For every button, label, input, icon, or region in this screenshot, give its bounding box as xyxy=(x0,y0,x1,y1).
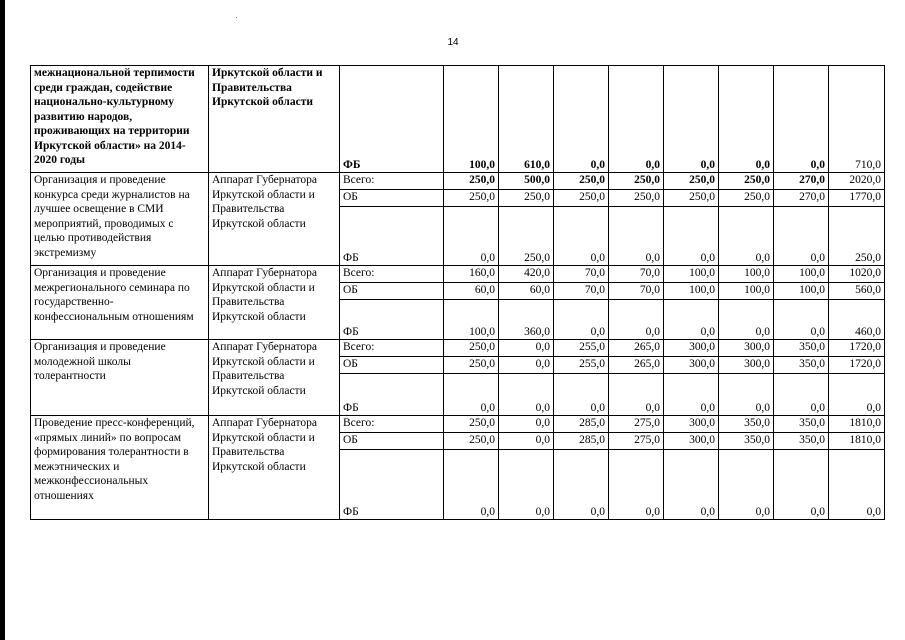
value-cell: 0,0 xyxy=(499,374,554,416)
value-cell: 250,0 xyxy=(499,190,554,207)
executor-cell: Аппарат Губернатора Иркутской области и Правительства Иркутской области xyxy=(209,340,340,416)
value-cell: 360,0 xyxy=(499,300,554,340)
value-cell: 300,0 xyxy=(664,433,719,450)
value-cell: 0,0 xyxy=(719,450,774,520)
value-cell: 0,0 xyxy=(554,66,609,173)
value-cell: 0,0 xyxy=(609,207,664,266)
value-cell: 0,0 xyxy=(774,66,829,173)
value-cell: 0,0 xyxy=(499,450,554,520)
value-cell: 250,0 xyxy=(444,340,499,357)
value-cell: 70,0 xyxy=(554,283,609,300)
value-cell: 0,0 xyxy=(444,374,499,416)
funding-level-cell: ОБ xyxy=(340,357,444,374)
total-value-cell: 1770,0 xyxy=(829,190,885,207)
table-row xyxy=(31,416,885,433)
budget-table xyxy=(30,65,885,520)
value-cell: 100,0 xyxy=(774,266,829,283)
executor-cell: Аппарат Губернатора Иркутской области и Правительства Иркутской области xyxy=(209,173,340,266)
measure-name-cell: Организация и проведение межрегионального семинара по государственно-конфессиональным отношениям xyxy=(31,266,209,340)
value-cell: 250,0 xyxy=(554,190,609,207)
value-cell: 0,0 xyxy=(444,207,499,266)
value-cell: 0,0 xyxy=(664,66,719,173)
value-cell: 350,0 xyxy=(774,340,829,357)
value-cell: 250,0 xyxy=(609,190,664,207)
scan-speck xyxy=(236,17,237,18)
value-cell: 250,0 xyxy=(499,207,554,266)
value-cell: 0,0 xyxy=(774,300,829,340)
value-cell: 0,0 xyxy=(499,357,554,374)
total-value-cell: 1720,0 xyxy=(829,340,885,357)
value-cell: 265,0 xyxy=(609,340,664,357)
value-cell: 300,0 xyxy=(719,357,774,374)
value-cell: 0,0 xyxy=(664,300,719,340)
value-cell: 0,0 xyxy=(719,300,774,340)
funding-level-cell: Всего: xyxy=(340,416,444,433)
funding-level-cell: Всего: xyxy=(340,340,444,357)
total-value-cell: 710,0 xyxy=(829,66,885,173)
value-cell: 275,0 xyxy=(609,433,664,450)
value-cell: 60,0 xyxy=(499,283,554,300)
value-cell: 350,0 xyxy=(719,416,774,433)
total-value-cell: 1810,0 xyxy=(829,433,885,450)
value-cell: 70,0 xyxy=(609,266,664,283)
value-cell: 0,0 xyxy=(719,207,774,266)
value-cell: 0,0 xyxy=(499,433,554,450)
value-cell: 275,0 xyxy=(609,416,664,433)
value-cell: 250,0 xyxy=(664,190,719,207)
value-cell: 300,0 xyxy=(664,357,719,374)
value-cell: 100,0 xyxy=(719,266,774,283)
value-cell: 100,0 xyxy=(664,266,719,283)
value-cell: 250,0 xyxy=(444,357,499,374)
measure-name-cell: Организация и проведение конкурса среди журналистов на лучшее освещение в СМИ мероприятий, проводимых с целью противодействия экстремизму xyxy=(31,173,209,266)
value-cell: 250,0 xyxy=(719,190,774,207)
total-value-cell: 560,0 xyxy=(829,283,885,300)
funding-level-cell: ФБ xyxy=(340,300,444,340)
scan-edge-bar xyxy=(0,0,5,640)
value-cell: 250,0 xyxy=(444,433,499,450)
value-cell: 0,0 xyxy=(554,450,609,520)
value-cell: 420,0 xyxy=(499,266,554,283)
total-value-cell: 1720,0 xyxy=(829,357,885,374)
value-cell: 0,0 xyxy=(719,374,774,416)
value-cell: 350,0 xyxy=(774,416,829,433)
value-cell: 255,0 xyxy=(554,340,609,357)
value-cell: 250,0 xyxy=(554,173,609,190)
value-cell: 250,0 xyxy=(664,173,719,190)
value-cell: 255,0 xyxy=(554,357,609,374)
total-value-cell: 1810,0 xyxy=(829,416,885,433)
value-cell: 0,0 xyxy=(499,340,554,357)
measure-name-cell: межнациональной терпимости среди граждан, содействие национально-культурному развитию народов, проживающих на территории Иркутской области» на 2014-2020 годы xyxy=(31,66,209,173)
total-value-cell: 2020,0 xyxy=(829,173,885,190)
value-cell: 250,0 xyxy=(444,173,499,190)
value-cell: 0,0 xyxy=(719,66,774,173)
funding-level-cell: ФБ xyxy=(340,66,444,173)
funding-level-cell: ОБ xyxy=(340,433,444,450)
value-cell: 0,0 xyxy=(774,450,829,520)
value-cell: 160,0 xyxy=(444,266,499,283)
value-cell: 610,0 xyxy=(499,66,554,173)
value-cell: 60,0 xyxy=(444,283,499,300)
funding-level-cell: ФБ xyxy=(340,450,444,520)
value-cell: 250,0 xyxy=(444,190,499,207)
value-cell: 350,0 xyxy=(719,433,774,450)
table-row xyxy=(31,340,885,357)
value-cell: 250,0 xyxy=(609,173,664,190)
value-cell: 100,0 xyxy=(664,283,719,300)
value-cell: 285,0 xyxy=(554,433,609,450)
value-cell: 300,0 xyxy=(719,340,774,357)
funding-level-cell: ОБ xyxy=(340,190,444,207)
measure-name-cell: Организация и проведение молодежной школы толерантности xyxy=(31,340,209,416)
value-cell: 0,0 xyxy=(554,207,609,266)
table-row xyxy=(31,266,885,283)
value-cell: 250,0 xyxy=(719,173,774,190)
value-cell: 350,0 xyxy=(774,433,829,450)
value-cell: 100,0 xyxy=(444,300,499,340)
value-cell: 265,0 xyxy=(609,357,664,374)
value-cell: 100,0 xyxy=(719,283,774,300)
value-cell: 0,0 xyxy=(609,300,664,340)
funding-level-cell: Всего: xyxy=(340,266,444,283)
value-cell: 0,0 xyxy=(444,450,499,520)
value-cell: 270,0 xyxy=(774,173,829,190)
value-cell: 0,0 xyxy=(554,300,609,340)
value-cell: 0,0 xyxy=(609,450,664,520)
total-value-cell: 0,0 xyxy=(829,450,885,520)
funding-level-cell: ФБ xyxy=(340,207,444,266)
value-cell: 100,0 xyxy=(774,283,829,300)
value-cell: 0,0 xyxy=(774,374,829,416)
total-value-cell: 0,0 xyxy=(829,374,885,416)
value-cell: 0,0 xyxy=(664,450,719,520)
value-cell: 300,0 xyxy=(664,340,719,357)
value-cell: 0,0 xyxy=(664,374,719,416)
executor-cell: Иркутской области и Правительства Иркутской области xyxy=(209,66,340,173)
value-cell: 285,0 xyxy=(554,416,609,433)
page-number: 14 xyxy=(447,37,459,48)
value-cell: 250,0 xyxy=(444,416,499,433)
value-cell: 300,0 xyxy=(664,416,719,433)
value-cell: 70,0 xyxy=(609,283,664,300)
measure-name-cell: Проведение пресс-конференций, «прямых линий» по вопросам формирования толерантности в межэтнических и межконфессиональных отношениях xyxy=(31,416,209,520)
table-row xyxy=(31,173,885,190)
value-cell: 0,0 xyxy=(609,374,664,416)
value-cell: 0,0 xyxy=(554,374,609,416)
funding-level-cell: Всего: xyxy=(340,173,444,190)
value-cell: 0,0 xyxy=(609,66,664,173)
value-cell: 70,0 xyxy=(554,266,609,283)
value-cell: 0,0 xyxy=(499,416,554,433)
funding-level-cell: ФБ xyxy=(340,374,444,416)
total-value-cell: 250,0 xyxy=(829,207,885,266)
funding-level-cell: ОБ xyxy=(340,283,444,300)
value-cell: 0,0 xyxy=(774,207,829,266)
value-cell: 270,0 xyxy=(774,190,829,207)
value-cell: 100,0 xyxy=(444,66,499,173)
table-row xyxy=(31,66,885,173)
executor-cell: Аппарат Губернатора Иркутской области и Правительства Иркутской области xyxy=(209,416,340,520)
total-value-cell: 460,0 xyxy=(829,300,885,340)
value-cell: 350,0 xyxy=(774,357,829,374)
value-cell: 500,0 xyxy=(499,173,554,190)
value-cell: 0,0 xyxy=(664,207,719,266)
total-value-cell: 1020,0 xyxy=(829,266,885,283)
executor-cell: Аппарат Губернатора Иркутской области и Правительства Иркутской области xyxy=(209,266,340,340)
